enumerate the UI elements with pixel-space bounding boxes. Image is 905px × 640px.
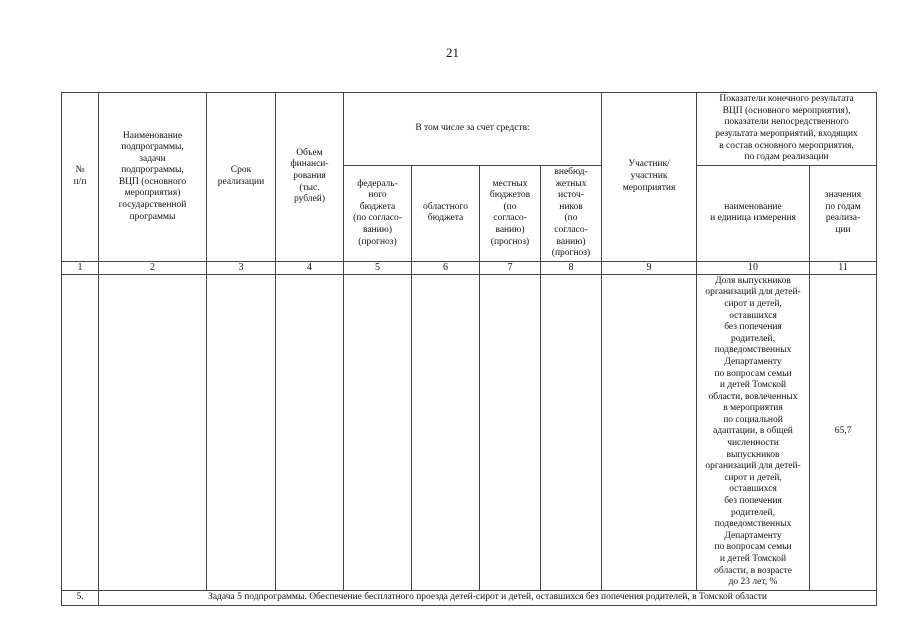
indicator-line: без попечения: [724, 322, 782, 333]
header-regional: областного бюджета: [412, 166, 480, 262]
indicator-line: организаций для детей-: [705, 461, 801, 472]
column-number: 5: [344, 261, 412, 274]
indicator-line: подведомственных: [714, 519, 792, 530]
header-offbudget: внебюд- жетных источ- ников (по согласо- ванию) (прогноз): [541, 166, 602, 262]
column-number: 4: [276, 261, 344, 274]
indicator-line: родителей,: [731, 507, 775, 518]
empty-cell: [276, 274, 344, 590]
empty-cell: [412, 274, 480, 590]
data-row: [62, 274, 877, 590]
indicator-line: Департаменту: [724, 356, 782, 367]
header-participant: Участник/ участник мероприятия: [602, 93, 697, 262]
column-number: 7: [480, 261, 541, 274]
indicator-line: оставшихся: [729, 310, 777, 321]
empty-cell: [602, 274, 697, 590]
column-numbers-row: [62, 261, 877, 274]
indicator-line: численности: [727, 438, 779, 449]
column-number: 6: [412, 261, 480, 274]
task-text: Задача 5 подпрограммы. Обеспечение бесплатного проезда детей-сирот и детей, оставшихся без попечения родителей, в Томской области: [99, 590, 877, 605]
empty-cell: [99, 274, 207, 590]
empty-cell: [207, 274, 276, 590]
indicator-line: адаптации, в общей: [713, 426, 793, 437]
header-row-1: [62, 93, 877, 166]
task-row: [62, 590, 877, 605]
column-number: 1: [62, 261, 99, 274]
indicator-line: Доля выпускников: [715, 275, 791, 286]
indicator-line: области, вовлеченных: [708, 391, 798, 402]
header-indicators: Показатели конечного результата ВЦП (основного мероприятия), показатели непосредственного результата мероприятий, входящих в состав основного мероприятия, по годам реализации: [697, 93, 877, 166]
empty-cell: [480, 274, 541, 590]
indicator-line: в мероприятия: [723, 403, 783, 414]
column-number: 3: [207, 261, 276, 274]
header-indicator-values: значения по годам реализа- ции: [810, 166, 877, 262]
header-local: местных бюджетов (по согласо- ванию) (прогноз): [480, 166, 541, 262]
indicator-line: и детей Томской: [719, 554, 787, 564]
empty-cell: [344, 274, 412, 590]
indicator-line: и детей Томской: [719, 380, 787, 391]
header-name: Наименование подпрограммы, задачи подпрограммы, ВЦП (основного мероприятия) государственной программы: [99, 93, 207, 262]
header-volume: Объем финанси- рования (тыс. рублей): [276, 93, 344, 262]
empty-cell: [541, 274, 602, 590]
indicator-line: родителей,: [731, 333, 775, 344]
task-number: 5.: [62, 590, 99, 605]
column-number: 9: [602, 261, 697, 274]
indicator-line: области, в возрасте: [714, 565, 792, 576]
indicator-line: по вопросам семьи: [714, 542, 792, 553]
indicator-line: до 23 лет, %: [728, 577, 778, 588]
header-including: В том числе за счет средств:: [344, 93, 602, 166]
program-table: [61, 92, 877, 606]
column-number: 2: [99, 261, 207, 274]
indicator-name-cell: [697, 274, 810, 590]
header-num: № п/п: [62, 93, 99, 262]
indicator-line: Департаменту: [724, 530, 782, 541]
indicator-line: по вопросам семьи: [714, 368, 792, 379]
indicator-value-cell: 65,7: [810, 274, 877, 590]
empty-cell: [62, 274, 99, 590]
indicator-line: подведомственных: [714, 345, 792, 356]
indicator-line: по социальной: [723, 414, 783, 425]
page-number: 21: [446, 45, 459, 60]
indicator-line: организаций для детей-: [705, 287, 801, 298]
indicator-line: выпускников: [726, 449, 780, 460]
indicator-line: без попечения: [724, 496, 782, 507]
indicator-line: сирот и детей,: [724, 298, 782, 309]
indicator-line: сирот и детей,: [724, 472, 782, 483]
header-indicator-name: наименование и единица измерения: [697, 166, 810, 262]
column-number: 10: [697, 261, 810, 274]
column-number: 11: [810, 261, 877, 274]
column-number: 8: [541, 261, 602, 274]
indicator-line: оставшихся: [729, 484, 777, 495]
header-federal: федераль- ного бюджета (по согласо- ванию) (прогноз): [344, 166, 412, 262]
header-term: Срок реализации: [207, 93, 276, 262]
